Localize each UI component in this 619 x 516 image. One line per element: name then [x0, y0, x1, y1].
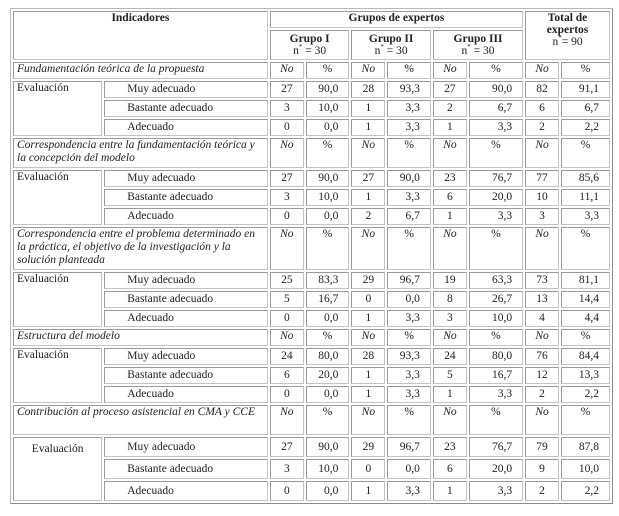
percent-cell: 6,7 [561, 100, 610, 117]
total-title-line1: Total de [547, 12, 588, 24]
rating-label: Adecuado [104, 208, 268, 225]
table-row [13, 386, 610, 403]
percent-cell: 84,4 [561, 348, 610, 365]
count-cell: 2 [525, 386, 559, 403]
count-cell: 5 [433, 367, 467, 384]
evaluacion-label: Evaluación [13, 437, 102, 501]
count-cell: 2 [351, 208, 385, 225]
percent-cell: 80,0 [306, 348, 350, 365]
count-cell: 6 [525, 100, 559, 117]
n-sup: * [298, 43, 303, 52]
section-title-row [13, 227, 610, 270]
count-cell: 0 [270, 119, 304, 136]
count-cell: 1 [351, 189, 385, 206]
count-cell: 0 [270, 386, 304, 403]
count-cell: 76 [525, 348, 559, 365]
rating-label: Bastante adecuado [104, 367, 268, 384]
percent-cell: 26,7 [469, 291, 523, 308]
column-pct-label: % [387, 138, 431, 168]
percent-cell: 63,3 [469, 272, 523, 289]
count-cell: 1 [351, 367, 385, 384]
total-n [529, 36, 606, 48]
column-no-label: No [351, 62, 385, 79]
count-cell: 19 [433, 272, 467, 289]
percent-cell: 20,0 [469, 459, 523, 479]
column-pct-label: % [387, 405, 431, 435]
table-row [13, 348, 610, 365]
indicadores-header: Indicadores [13, 11, 268, 60]
rating-label: Muy adecuado [104, 170, 268, 187]
group-1-header [270, 30, 350, 60]
section-title-row [13, 138, 610, 168]
section-title: Contribución al proceso asistencial en CMA y CCE [13, 405, 268, 435]
count-cell: 24 [433, 348, 467, 365]
column-pct-label: % [387, 62, 431, 79]
count-cell: 23 [433, 170, 467, 187]
count-cell: 27 [351, 170, 385, 187]
percent-cell: 10,0 [306, 100, 350, 117]
percent-cell: 3,3 [469, 481, 523, 501]
percent-cell: 6,7 [387, 208, 431, 225]
percent-cell: 83,3 [306, 272, 350, 289]
percent-cell: 3,3 [561, 208, 610, 225]
percent-cell: 85,6 [561, 170, 610, 187]
rating-label: Bastante adecuado [104, 291, 268, 308]
n-prefix: n [461, 45, 468, 57]
group-3-header [433, 30, 523, 60]
percent-cell: 3,3 [387, 119, 431, 136]
rating-label: Adecuado [104, 310, 268, 327]
n-prefix: n [552, 36, 559, 48]
percent-cell: 0,0 [306, 208, 350, 225]
n-sup: * [558, 34, 562, 43]
section-title: Fundamentación teórica de la propuesta [13, 62, 268, 79]
count-cell: 77 [525, 170, 559, 187]
percent-cell: 90,0 [306, 437, 350, 457]
percent-cell: 6,7 [469, 100, 523, 117]
column-pct-label: % [306, 227, 350, 270]
column-pct-label: % [469, 329, 523, 346]
rating-label: Adecuado [104, 386, 268, 403]
grupos-de-expertos-header: Grupos de expertos [270, 11, 523, 28]
percent-cell: 0,0 [387, 459, 431, 479]
table-row [13, 81, 610, 98]
count-cell: 6 [433, 189, 467, 206]
count-cell: 25 [270, 272, 304, 289]
n-sup: * [467, 43, 471, 52]
table-row [13, 291, 610, 308]
count-cell: 10 [525, 189, 559, 206]
count-cell: 2 [525, 119, 559, 136]
count-cell: 0 [270, 208, 304, 225]
percent-cell: 3,3 [469, 208, 523, 225]
total-expertos-header [525, 11, 610, 60]
column-pct-label: % [469, 227, 523, 270]
table-row [13, 459, 610, 479]
column-pct-label: % [561, 405, 610, 435]
column-no-label: No [351, 329, 385, 346]
percent-cell: 10,0 [561, 459, 610, 479]
column-pct-label: % [306, 405, 350, 435]
column-no-label: No [351, 227, 385, 270]
column-pct-label: % [561, 227, 610, 270]
rating-label: Adecuado [104, 119, 268, 136]
group-name: Grupo I [289, 33, 330, 45]
count-cell: 24 [270, 348, 304, 365]
count-cell: 9 [525, 459, 559, 479]
rating-label: Adecuado [104, 481, 268, 501]
table-row [13, 310, 610, 327]
table-row [13, 481, 610, 501]
group-name: Grupo II [368, 33, 414, 45]
percent-cell: 3,3 [387, 100, 431, 117]
n-value: = 90 [561, 36, 583, 48]
group-2-header [351, 30, 431, 60]
column-no-label: No [525, 138, 559, 168]
group-n [274, 45, 346, 57]
table-row [13, 367, 610, 384]
percent-cell: 76,7 [469, 437, 523, 457]
percent-cell: 3,3 [387, 189, 431, 206]
count-cell: 82 [525, 81, 559, 98]
count-cell: 1 [351, 481, 385, 501]
count-cell: 27 [270, 81, 304, 98]
column-pct-label: % [387, 227, 431, 270]
section-title: Correspondencia entre el problema determinado en la práctica, el objetivo de la investigación y la solución planteada [13, 227, 268, 270]
percent-cell: 96,7 [387, 272, 431, 289]
section-title-row [13, 405, 610, 435]
column-pct-label: % [387, 329, 431, 346]
n-sup: * [380, 43, 384, 52]
rating-label: Bastante adecuado [104, 189, 268, 206]
percent-cell: 13,3 [561, 367, 610, 384]
count-cell: 27 [433, 81, 467, 98]
count-cell: 5 [270, 291, 304, 308]
column-no-label: No [270, 329, 304, 346]
count-cell: 2 [433, 100, 467, 117]
table-row [13, 189, 610, 206]
percent-cell: 16,7 [306, 291, 350, 308]
percent-cell: 2,2 [561, 481, 610, 501]
count-cell: 29 [351, 437, 385, 457]
group-n [355, 45, 427, 57]
percent-cell: 3,3 [469, 386, 523, 403]
count-cell: 0 [351, 459, 385, 479]
column-no-label: No [525, 62, 559, 79]
rating-label: Muy adecuado [104, 348, 268, 365]
percent-cell: 91,1 [561, 81, 610, 98]
evaluacion-label: Evaluación [13, 170, 102, 225]
table-row [13, 170, 610, 187]
percent-cell: 14,4 [561, 291, 610, 308]
count-cell: 3 [270, 100, 304, 117]
percent-cell: 96,7 [387, 437, 431, 457]
percent-cell: 0,0 [387, 291, 431, 308]
count-cell: 1 [433, 208, 467, 225]
column-no-label: No [270, 138, 304, 168]
section-title-row [13, 329, 610, 346]
column-no-label: No [351, 405, 385, 435]
percent-cell: 16,7 [469, 367, 523, 384]
percent-cell: 93,3 [387, 81, 431, 98]
n-value: = 30 [305, 45, 327, 57]
column-pct-label: % [306, 62, 350, 79]
count-cell: 27 [270, 437, 304, 457]
rating-label: Muy adecuado [104, 81, 268, 98]
percent-cell: 93,3 [387, 348, 431, 365]
column-pct-label: % [469, 405, 523, 435]
count-cell: 23 [433, 437, 467, 457]
percent-cell: 0,0 [306, 310, 350, 327]
count-cell: 73 [525, 272, 559, 289]
percent-cell: 3,3 [387, 367, 431, 384]
percent-cell: 10,0 [306, 459, 350, 479]
percent-cell: 3,3 [387, 310, 431, 327]
column-no-label: No [433, 62, 467, 79]
count-cell: 27 [270, 170, 304, 187]
count-cell: 28 [351, 81, 385, 98]
n-value: = 30 [386, 45, 408, 57]
n-prefix: n [293, 45, 299, 57]
column-no-label: No [525, 405, 559, 435]
percent-cell: 90,0 [306, 81, 350, 98]
count-cell: 79 [525, 437, 559, 457]
count-cell: 8 [433, 291, 467, 308]
percent-cell: 3,3 [469, 119, 523, 136]
percent-cell: 10,0 [306, 189, 350, 206]
count-cell: 3 [270, 189, 304, 206]
rating-label: Muy adecuado [104, 272, 268, 289]
count-cell: 12 [525, 367, 559, 384]
rating-label: Muy adecuado [104, 437, 268, 457]
n-prefix: n [374, 45, 381, 57]
count-cell: 13 [525, 291, 559, 308]
section-title: Estructura del modelo [13, 329, 268, 346]
count-cell: 3 [270, 459, 304, 479]
percent-cell: 90,0 [469, 81, 523, 98]
percent-cell: 20,0 [306, 367, 350, 384]
percent-cell: 90,0 [306, 170, 350, 187]
count-cell: 1 [351, 100, 385, 117]
header-row-1 [13, 11, 610, 28]
count-cell: 1 [433, 119, 467, 136]
evaluacion-label: Evaluación [13, 81, 102, 136]
column-pct-label: % [469, 62, 523, 79]
count-cell: 6 [270, 367, 304, 384]
table-row [13, 272, 610, 289]
count-cell: 1 [433, 386, 467, 403]
column-pct-label: % [469, 138, 523, 168]
table-row [13, 208, 610, 225]
column-pct-label: % [306, 138, 350, 168]
column-no-label: No [433, 329, 467, 346]
table-row [13, 119, 610, 136]
percent-cell: 0,0 [306, 119, 350, 136]
count-cell: 0 [270, 310, 304, 327]
column-no-label: No [270, 227, 304, 270]
column-pct-label: % [306, 329, 350, 346]
percent-cell: 10,0 [469, 310, 523, 327]
count-cell: 4 [525, 310, 559, 327]
column-no-label: No [433, 227, 467, 270]
percent-cell: 0,0 [306, 386, 350, 403]
count-cell: 0 [351, 291, 385, 308]
total-title-line2: expertos [546, 24, 589, 36]
percent-cell: 2,2 [561, 386, 610, 403]
column-pct-label: % [561, 62, 610, 79]
percent-cell: 87,8 [561, 437, 610, 457]
rating-label: Bastante adecuado [104, 100, 268, 117]
table-row [13, 437, 610, 457]
evaluacion-label: Evaluación [13, 272, 102, 327]
count-cell: 28 [351, 348, 385, 365]
percent-cell: 81,1 [561, 272, 610, 289]
count-cell: 3 [433, 310, 467, 327]
rating-label: Bastante adecuado [104, 459, 268, 479]
count-cell: 0 [270, 481, 304, 501]
column-no-label: No [270, 405, 304, 435]
count-cell: 1 [351, 386, 385, 403]
count-cell: 29 [351, 272, 385, 289]
percent-cell: 3,3 [387, 386, 431, 403]
group-name: Grupo III [453, 33, 503, 45]
column-no-label: No [351, 138, 385, 168]
n-value: = 30 [473, 45, 495, 57]
column-no-label: No [270, 62, 304, 79]
count-cell: 1 [351, 310, 385, 327]
percent-cell: 4,4 [561, 310, 610, 327]
percent-cell: 90,0 [387, 170, 431, 187]
percent-cell: 76,7 [469, 170, 523, 187]
count-cell: 3 [525, 208, 559, 225]
section-title-row [13, 62, 610, 79]
column-no-label: No [525, 227, 559, 270]
percent-cell: 11,1 [561, 189, 610, 206]
count-cell: 1 [351, 119, 385, 136]
count-cell: 6 [433, 459, 467, 479]
column-no-label: No [525, 329, 559, 346]
percent-cell: 80,0 [469, 348, 523, 365]
percent-cell: 3,3 [387, 481, 431, 501]
section-title: Correspondencia entre la fundamentación teórica y la concepción del modelo [13, 138, 268, 168]
results-table-container [10, 8, 613, 504]
column-no-label: No [433, 138, 467, 168]
percent-cell: 20,0 [469, 189, 523, 206]
table-row [13, 100, 610, 117]
evaluacion-label: Evaluación [13, 348, 102, 403]
column-pct-label: % [561, 329, 610, 346]
expert-evaluation-table [10, 8, 613, 504]
count-cell: 1 [433, 481, 467, 501]
percent-cell: 2,2 [561, 119, 610, 136]
count-cell: 2 [525, 481, 559, 501]
percent-cell: 0,0 [306, 481, 350, 501]
group-n [437, 45, 519, 57]
column-pct-label: % [561, 138, 610, 168]
column-no-label: No [433, 405, 467, 435]
